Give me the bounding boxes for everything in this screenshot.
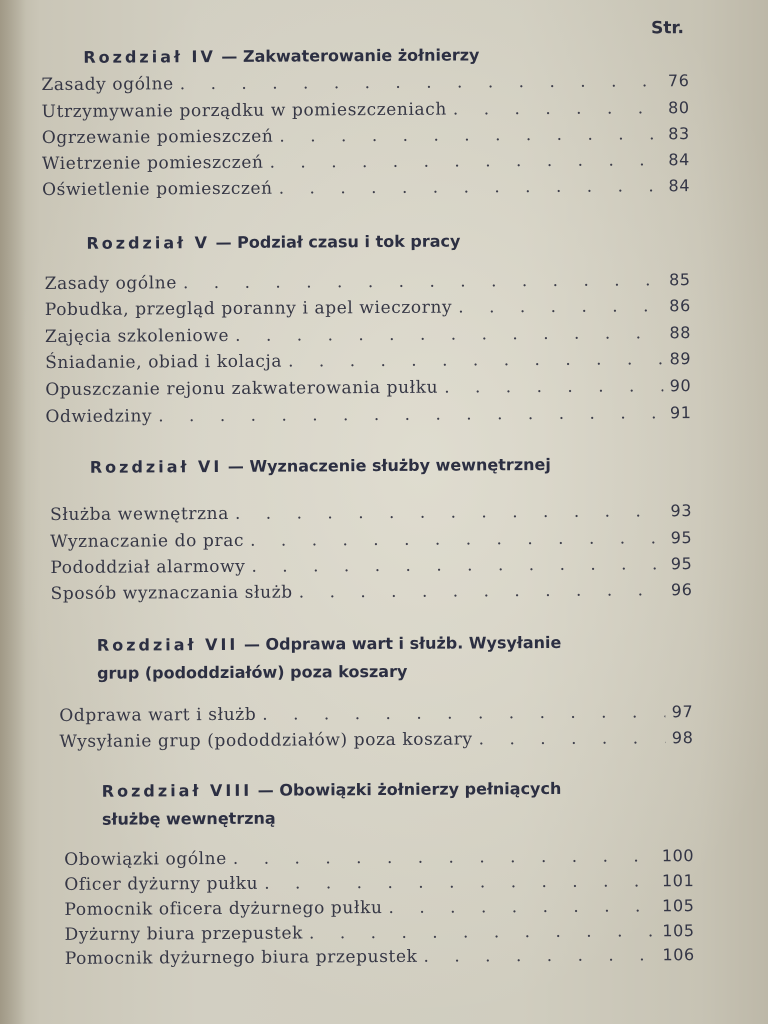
chapter-heading [102,775,562,834]
toc-entry [42,98,690,128]
entry-title: Obowiązki ogólne [64,848,227,870]
entry-page-number: 100 [661,846,695,866]
chapter-title: — Podział czasu i tok pracy [209,231,461,253]
entry-title: Odwiedziny [45,406,153,428]
entry-title: Opuszczanie rejonu zakwaterowania pułku [45,377,439,401]
entry-title: Odprawa wart i służb [59,704,257,726]
chapter-title-line2: grup (pododdziałów) poza koszary [96,661,408,683]
toc-entry [51,580,693,610]
dot-leader [479,728,666,749]
dot-leader [183,270,663,293]
chapter-label: Rozdział VII [96,634,239,655]
entry-title: Ogrzewanie pomieszczeń [41,126,274,149]
chapter-title-line2: służbę wewnętrzną [101,808,276,829]
entry-title: Wyznaczanie do prac [50,530,245,553]
toc-entry [50,554,692,584]
dot-leader [180,71,662,94]
dot-leader [250,528,665,551]
dot-leader [423,945,656,966]
chapter-label: Rozdział VI [89,456,223,477]
entry-title: Zajęcia szkoleniowe [44,325,230,348]
entry-title: Oświetlenie pomieszczeń [42,178,273,201]
entry-page-number: 101 [661,871,695,891]
chapter-label: Rozdział V [86,233,211,253]
toc-entry [42,124,690,154]
chapter-heading [86,228,460,258]
toc-entry [42,150,690,180]
dot-leader [262,702,666,724]
entry-page-number: 95 [670,554,693,574]
dot-leader [158,403,664,426]
page-column-label: Str. [651,18,684,39]
entry-title: Służba wewnętrzna [50,503,230,526]
entry-title: Pododdział alarmowy [50,556,246,579]
entry-title: Dyżurny biura przepustek [64,923,304,945]
toc-entry [45,376,691,406]
entry-title: Wysyłanie grup (pododdziałów) poza koszary [59,729,473,752]
entry-title: Utrzymywanie porządku w pomieszczeniach [41,99,447,123]
toc-entry [45,270,691,300]
toc-entry [45,323,691,353]
dot-leader [279,176,663,198]
entry-page-number: 84 [668,176,691,196]
entry-title: Pomocnik oficera dyżurnego pułku [64,897,383,920]
entry-page-number: 86 [669,296,691,316]
toc-entry [45,296,691,326]
entry-title: Pobudka, przegląd poranny i apel wieczorny [44,297,453,321]
toc-entry [65,945,695,975]
dot-leader [444,376,664,397]
entry-page-number: 91 [669,403,692,423]
entry-title: Śniadanie, obiad i kolacja [45,351,283,374]
dot-leader [235,501,665,524]
toc-entry [45,349,691,379]
dot-leader [233,846,656,869]
entry-page-number: 85 [669,270,691,290]
chapter-heading [97,629,562,688]
dot-leader [235,323,663,346]
chapter-title: — Obowiązki żołnierzy pełniących [252,778,562,800]
dot-leader [251,554,664,577]
dot-leader [309,921,656,943]
toc-entry [50,501,692,531]
entry-page-number: 97 [671,702,694,722]
entry-page-number: 80 [667,98,690,118]
entry-page-number: 93 [670,501,693,521]
toc-entry [45,403,691,433]
chapter-heading [90,451,551,482]
chapter-title: — Wyznaczenie służby wewnętrznej [222,454,551,476]
entry-page-number: 89 [669,349,692,369]
entry-page-number: 106 [662,945,695,965]
entry-page-number: 90 [669,376,692,396]
entry-title: Zasady ogólne [44,273,178,295]
entry-page-number: 98 [671,728,694,748]
entry-page-number: 76 [667,71,690,91]
dot-leader [453,98,662,119]
entry-page-number: 105 [662,896,695,916]
dot-leader [279,124,662,146]
entry-page-number: 84 [668,150,690,170]
chapter-title: — Odprawa wart i służb. Wysyłanie [238,632,562,654]
dot-leader [269,150,662,172]
entry-title: Oficer dyżurny pułku [64,873,259,895]
entry-title: Pomocnik dyżurnego biura przepustek [64,946,418,969]
dot-leader [458,296,663,317]
toc-entry [59,702,693,732]
chapter-label: Rozdział IV [83,46,216,67]
chapter-title: — Zakwaterowanie żołnierzy [215,45,480,66]
entry-title: Wietrzenie pomieszczeń [41,152,264,175]
dot-leader [388,896,656,918]
dot-leader [299,580,665,602]
entry-page-number: 88 [669,323,692,343]
chapter-heading [83,41,479,71]
entry-title: Zasady ogólne [41,74,174,96]
entry-page-number: 95 [670,528,693,548]
toc-entry [50,528,692,558]
entry-page-number: 96 [670,580,693,600]
dot-leader [264,871,656,893]
toc-entry [59,728,693,758]
chapter-label: Rozdział VIII [101,780,253,801]
entry-title: Sposób wyznaczania służb [50,582,293,605]
toc-entry [42,176,690,206]
dot-leader [288,349,664,371]
toc-entry [41,71,689,101]
entry-page-number: 105 [662,921,695,941]
entry-page-number: 83 [668,124,690,144]
